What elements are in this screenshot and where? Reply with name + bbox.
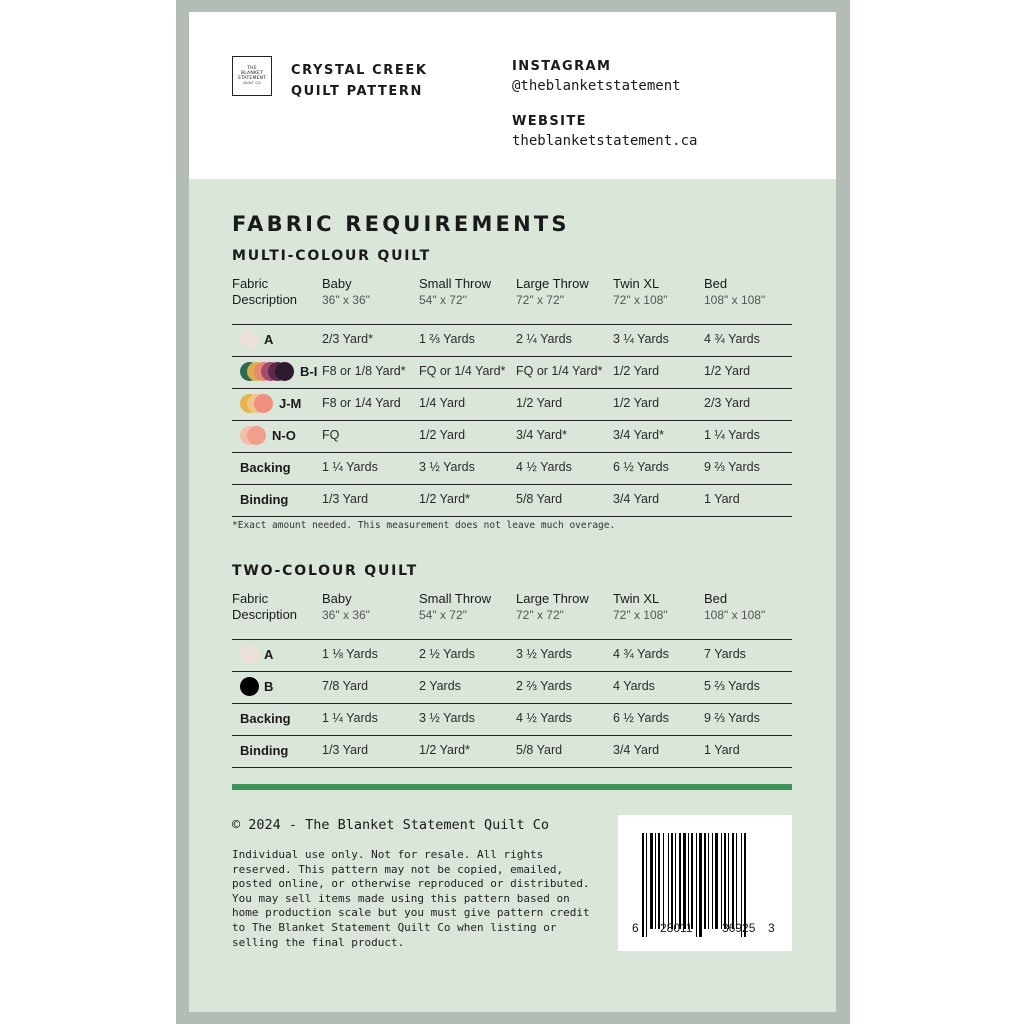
barcode-digit: 36925: [722, 921, 756, 935]
barcode-bar: [732, 833, 734, 929]
column-size: 36" x 36": [322, 608, 370, 622]
website-url: theblanketstatement.ca: [512, 133, 698, 149]
barcode-bar: [691, 833, 693, 929]
yardage-cell: 2/3 Yard: [704, 396, 751, 410]
fabric-label: Backing: [240, 460, 291, 475]
table-row: [232, 703, 792, 735]
barcode-bar: [650, 833, 653, 929]
yardage-cell: 5 ⅔ Yards: [704, 679, 760, 693]
column-size: 72" x 72": [516, 293, 564, 307]
table-row: [232, 639, 792, 671]
fabric-swatch: [247, 426, 266, 445]
column-header: [419, 276, 491, 308]
logo-line: QUILT CO: [243, 81, 261, 85]
yardage-cell: 4 ¾ Yards: [704, 332, 760, 346]
pattern-title: [291, 60, 428, 102]
yardage-cell: FQ or 1/4 Yard*: [516, 364, 603, 378]
column-header: [322, 276, 370, 308]
column-size: 72" x 108": [613, 608, 668, 622]
column-header: [704, 276, 765, 308]
multi-colour-title: MULTI-COLOUR QUILT: [232, 248, 432, 264]
column-name: Small Throw: [419, 276, 492, 291]
yardage-cell: 1/4 Yard: [419, 396, 466, 410]
column-name: Twin XL: [613, 591, 660, 606]
column-name: Bed: [704, 591, 728, 606]
logo-line: BLANKET: [240, 71, 264, 76]
column-name: Large Throw: [516, 276, 589, 291]
barcode: [618, 815, 792, 951]
fabric-label: J-M: [279, 396, 302, 411]
header: [189, 12, 836, 179]
yardage-cell: 4 ½ Yards: [516, 460, 572, 474]
column-size: 72" x 72": [516, 608, 564, 622]
yardage-cell: 5/8 Yard: [516, 743, 563, 757]
table-row: [232, 484, 792, 517]
barcode-bar: [671, 833, 673, 929]
table-row: [232, 735, 792, 768]
table-row: [232, 356, 792, 388]
column-size: Description: [232, 292, 298, 307]
column-size: 36" x 36": [322, 293, 370, 307]
column-name: Small Throw: [419, 591, 492, 606]
yardage-cell: 1/2 Yard: [419, 428, 466, 442]
pattern-sheet: [189, 12, 836, 1012]
column-header: [419, 591, 491, 623]
column-name: Baby: [322, 276, 352, 291]
fabric-label: N-O: [272, 428, 296, 443]
yardage-cell: 1/2 Yard: [613, 364, 660, 378]
yardage-cell: 1 ⅛ Yards: [322, 647, 378, 661]
website-label: WEBSITE: [512, 114, 587, 129]
column-name: Fabric: [232, 276, 269, 291]
barcode-bar: [699, 833, 702, 937]
column-header: [232, 591, 297, 623]
yardage-cell: 2 ⅔ Yards: [516, 679, 572, 693]
yardage-cell: 2/3 Yard*: [322, 332, 373, 346]
footnote: *Exact amount needed. This measurement does not leave much overage.: [232, 520, 616, 531]
yardage-cell: FQ: [322, 428, 340, 442]
table-body: [232, 639, 792, 768]
barcode-bar: [675, 833, 676, 929]
column-header: [704, 591, 765, 623]
title-line-2: QUILT PATTERN: [291, 84, 423, 99]
title-line-1: CRYSTAL CREEK: [291, 63, 428, 78]
two-colour-title: TWO-COLOUR QUILT: [232, 563, 418, 579]
table-header: [232, 591, 792, 639]
column-size: 108" x 108": [704, 608, 766, 622]
column-header: [613, 276, 668, 308]
yardage-cell: 4 ½ Yards: [516, 711, 572, 725]
fabric-label: Binding: [240, 743, 289, 758]
yardage-cell: 9 ⅔ Yards: [704, 711, 760, 725]
fabric-label: A: [264, 647, 274, 662]
barcode-bar: [728, 833, 729, 929]
yardage-cell: 4 ¾ Yards: [613, 647, 669, 661]
table-body: [232, 324, 792, 517]
yardage-cell: 1 ⅔ Yards: [419, 332, 475, 346]
fabric-swatch: [254, 394, 273, 413]
barcode-bar: [679, 833, 681, 929]
column-header: [516, 591, 589, 623]
yardage-cell: 1/3 Yard: [322, 743, 369, 757]
column-name: Baby: [322, 591, 352, 606]
yardage-cell: 7/8 Yard: [322, 679, 369, 693]
instagram-handle: @theblanketstatement: [512, 78, 681, 94]
yardage-cell: 3/4 Yard*: [516, 428, 567, 442]
column-size: Description: [232, 607, 298, 622]
fabric-swatch: [240, 330, 259, 349]
yardage-cell: 1 Yard: [704, 492, 740, 506]
yardage-cell: 6 ½ Yards: [613, 460, 669, 474]
two-colour-table: [232, 591, 792, 768]
yardage-cell: 2 Yards: [419, 679, 461, 693]
barcode-bar: [704, 833, 706, 929]
yardage-cell: 3 ¼ Yards: [613, 332, 669, 346]
column-size: 108" x 108": [704, 293, 766, 307]
section-title: FABRIC REQUIREMENTS: [232, 212, 570, 236]
table-row: [232, 671, 792, 703]
yardage-cell: 1 Yard: [704, 743, 740, 757]
column-header: [516, 276, 589, 308]
barcode-bar: [668, 833, 669, 929]
barcode-bar: [696, 833, 697, 937]
yardage-cell: 3/4 Yard: [613, 743, 660, 757]
logo-line: STATEMENT: [237, 76, 267, 81]
fabric-swatch: [275, 362, 294, 381]
copyright: © 2024 - The Blanket Statement Quilt Co: [232, 817, 549, 833]
fabric-label: B: [264, 679, 274, 694]
yardage-cell: 7 Yards: [704, 647, 746, 661]
fabric-label: Binding: [240, 492, 289, 507]
fabric-label: Backing: [240, 711, 291, 726]
column-header: [613, 591, 668, 623]
barcode-digit: 6: [632, 921, 639, 935]
yardage-cell: 3/4 Yard*: [613, 428, 664, 442]
barcode-bar: [663, 833, 664, 929]
column-name: Twin XL: [613, 276, 660, 291]
accent-divider: [232, 784, 792, 790]
logo-line: THE: [247, 66, 257, 71]
table-row: [232, 452, 792, 484]
column-name: Bed: [704, 276, 728, 291]
barcode-bar: [708, 833, 709, 929]
column-size: 54" x 72": [419, 608, 467, 622]
brand-logo: [232, 56, 272, 96]
column-header: [232, 276, 297, 308]
barcode-bar: [688, 833, 689, 929]
yardage-cell: FQ or 1/4 Yard*: [419, 364, 506, 378]
legal-text: Individual use only. Not for resale. All rights reserved. This pattern may not be copied, emailed, posted online, or otherwise reproduced or distributed. You may sell items made using this pattern based on home production scale but you must give pattern credit to The Blanket Statement Quilt Co when listing or selling the final product.: [232, 848, 590, 949]
column-header: [322, 591, 370, 623]
multi-colour-table: [232, 276, 792, 517]
column-size: 54" x 72": [419, 293, 467, 307]
yardage-cell: 1 ¼ Yards: [322, 460, 378, 474]
yardage-cell: 1/2 Yard: [704, 364, 751, 378]
barcode-bars: [642, 833, 774, 929]
fabric-label: B-I: [300, 364, 318, 379]
table-row: [232, 420, 792, 452]
barcode-bar: [715, 833, 718, 929]
fabric-label: A: [264, 332, 274, 347]
barcode-bar: [658, 833, 660, 929]
yardage-cell: 3 ½ Yards: [419, 460, 475, 474]
yardage-cell: 4 Yards: [613, 679, 655, 693]
table-header: [232, 276, 792, 324]
yardage-cell: 3 ½ Yards: [516, 647, 572, 661]
barcode-bar: [646, 833, 647, 937]
yardage-cell: 1/2 Yard: [613, 396, 660, 410]
yardage-cell: 2 ¼ Yards: [516, 332, 572, 346]
yardage-cell: 3/4 Yard: [613, 492, 660, 506]
yardage-cell: 1 ¼ Yards: [704, 428, 760, 442]
yardage-cell: 1/2 Yard*: [419, 492, 470, 506]
table-row: [232, 388, 792, 420]
yardage-cell: 5/8 Yard: [516, 492, 563, 506]
column-size: 72" x 108": [613, 293, 668, 307]
yardage-cell: 3 ½ Yards: [419, 711, 475, 725]
yardage-cell: 1/3 Yard: [322, 492, 369, 506]
yardage-cell: 2 ½ Yards: [419, 647, 475, 661]
barcode-digit: 3: [768, 921, 775, 935]
barcode-bar: [712, 833, 713, 929]
fabric-swatch: [240, 677, 259, 696]
yardage-cell: 1 ¼ Yards: [322, 711, 378, 725]
barcode-bar: [721, 833, 722, 929]
yardage-cell: 1/2 Yard*: [419, 743, 470, 757]
yardage-cell: F8 or 1/8 Yard*: [322, 364, 406, 378]
barcode-bar: [655, 833, 656, 929]
yardage-cell: 1/2 Yard: [516, 396, 563, 410]
yardage-cell: 9 ⅔ Yards: [704, 460, 760, 474]
barcode-bar: [642, 833, 644, 937]
yardage-cell: 6 ½ Yards: [613, 711, 669, 725]
barcode-digit: 28011: [660, 921, 693, 935]
barcode-bar: [683, 833, 686, 929]
column-name: Fabric: [232, 591, 269, 606]
yardage-cell: F8 or 1/4 Yard: [322, 396, 401, 410]
fabric-swatch: [240, 645, 259, 664]
instagram-label: INSTAGRAM: [512, 59, 612, 74]
barcode-bar: [724, 833, 726, 929]
barcode-bar: [736, 833, 737, 929]
table-row: [232, 324, 792, 356]
column-name: Large Throw: [516, 591, 589, 606]
